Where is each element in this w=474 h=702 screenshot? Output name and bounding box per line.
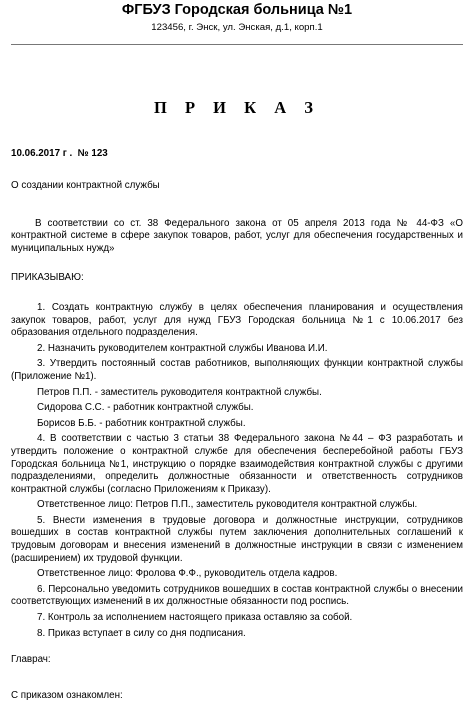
date-number-line [11, 148, 108, 159]
document-body [11, 180, 463, 702]
order-item-1: 1. Создать контрактную службу в целях обеспечения планирования и осуществления закупок товаров, работ, услуг для нужд ГБУЗ Городская больница №1 с 10.06.2017 без образования отдельного подразделения. [11, 301, 463, 339]
organization-name: ФГБУЗ Городская больница №1 [121, 2, 353, 18]
order-item-6: 6. Персонально уведомить сотрудников вошедших в состав контрактной службы о внесении соответствующих изменений в их должностные обязанности под роспись. [11, 583, 463, 608]
order-items [11, 302, 463, 640]
header-divider [11, 44, 463, 45]
responsible-person-4: Ответственное лицо: Петров П.П., заместитель руководителя контрактной службы. [37, 499, 418, 511]
order-item-3: 3. Утвердить постоянный состав работников, выполняющих функции контрактной службы (Приложение №1). [11, 358, 463, 382]
orders-heading: ПРИКАЗЫВАЮ: [11, 272, 84, 284]
order-item-8: 8. Приказ вступает в силу со дня подписания. [37, 627, 246, 639]
order-preamble: В соответствии со ст. 38 Федерального закона от 05 апреля 2013 года № 44-ФЗ «О контрактной системе в сфере закупок товаров, работ, услуг для обеспечения государственных и муниципальных нужд» [11, 217, 463, 254]
staff-member-petrov: Петров П.П. - заместитель руководителя контрактной службы. [37, 386, 322, 398]
order-date: 10.06.2017 г . [11, 148, 73, 159]
organization-address: 123456, г. Энск, ул. Энская, д.1, корп.1 [151, 22, 323, 33]
staff-member-sidorova: Сидорова С.С. - работник контрактной службы. [37, 402, 254, 414]
responsible-person-5: Ответственное лицо: Фролова Ф.Ф., руководитель отдела кадров. [37, 568, 338, 580]
order-number: № 123 [77, 148, 108, 159]
order-subject: О создании контрактной службы [11, 180, 160, 191]
order-item-2: 2. Назначить руководителем контрактной службы Иванова И.И. [37, 342, 328, 354]
staff-member-borisov: Борисов Б.Б. - работник контрактной службы. [37, 417, 246, 429]
order-item-7: 7. Контроль за исполнением настоящего приказа оставляю за собой. [37, 612, 353, 624]
document-title: П Р И К А З [154, 98, 320, 117]
signature-line: Главрач: [11, 654, 51, 666]
order-item-5: 5. Внести изменения в трудовые договора и должностные инструкции, сотрудников вошедших в состав контрактной службы путем заключения дополнительных соглашений к трудовым договорам и внесения изменений в должностные инструкции в связи с изменением (расширением) их трудовой функции. [11, 514, 463, 564]
order-item-4: 4. В соответствии с частью 3 статьи 38 Федерального закона №44 – ФЗ разработать и утвердить положение о контрактной службе для обеспечения бесперебойной работы ГБУЗ Городская больница №1, инструкцию о порядке взаимодействия контрактной службы с другими подразделениями, определить должностные обязанности и ответственность сотрудников контрактной службы (согласно Приложениям к Приказу). [11, 433, 463, 495]
acknowledgement-line: С приказом ознакомлен: [11, 689, 123, 701]
